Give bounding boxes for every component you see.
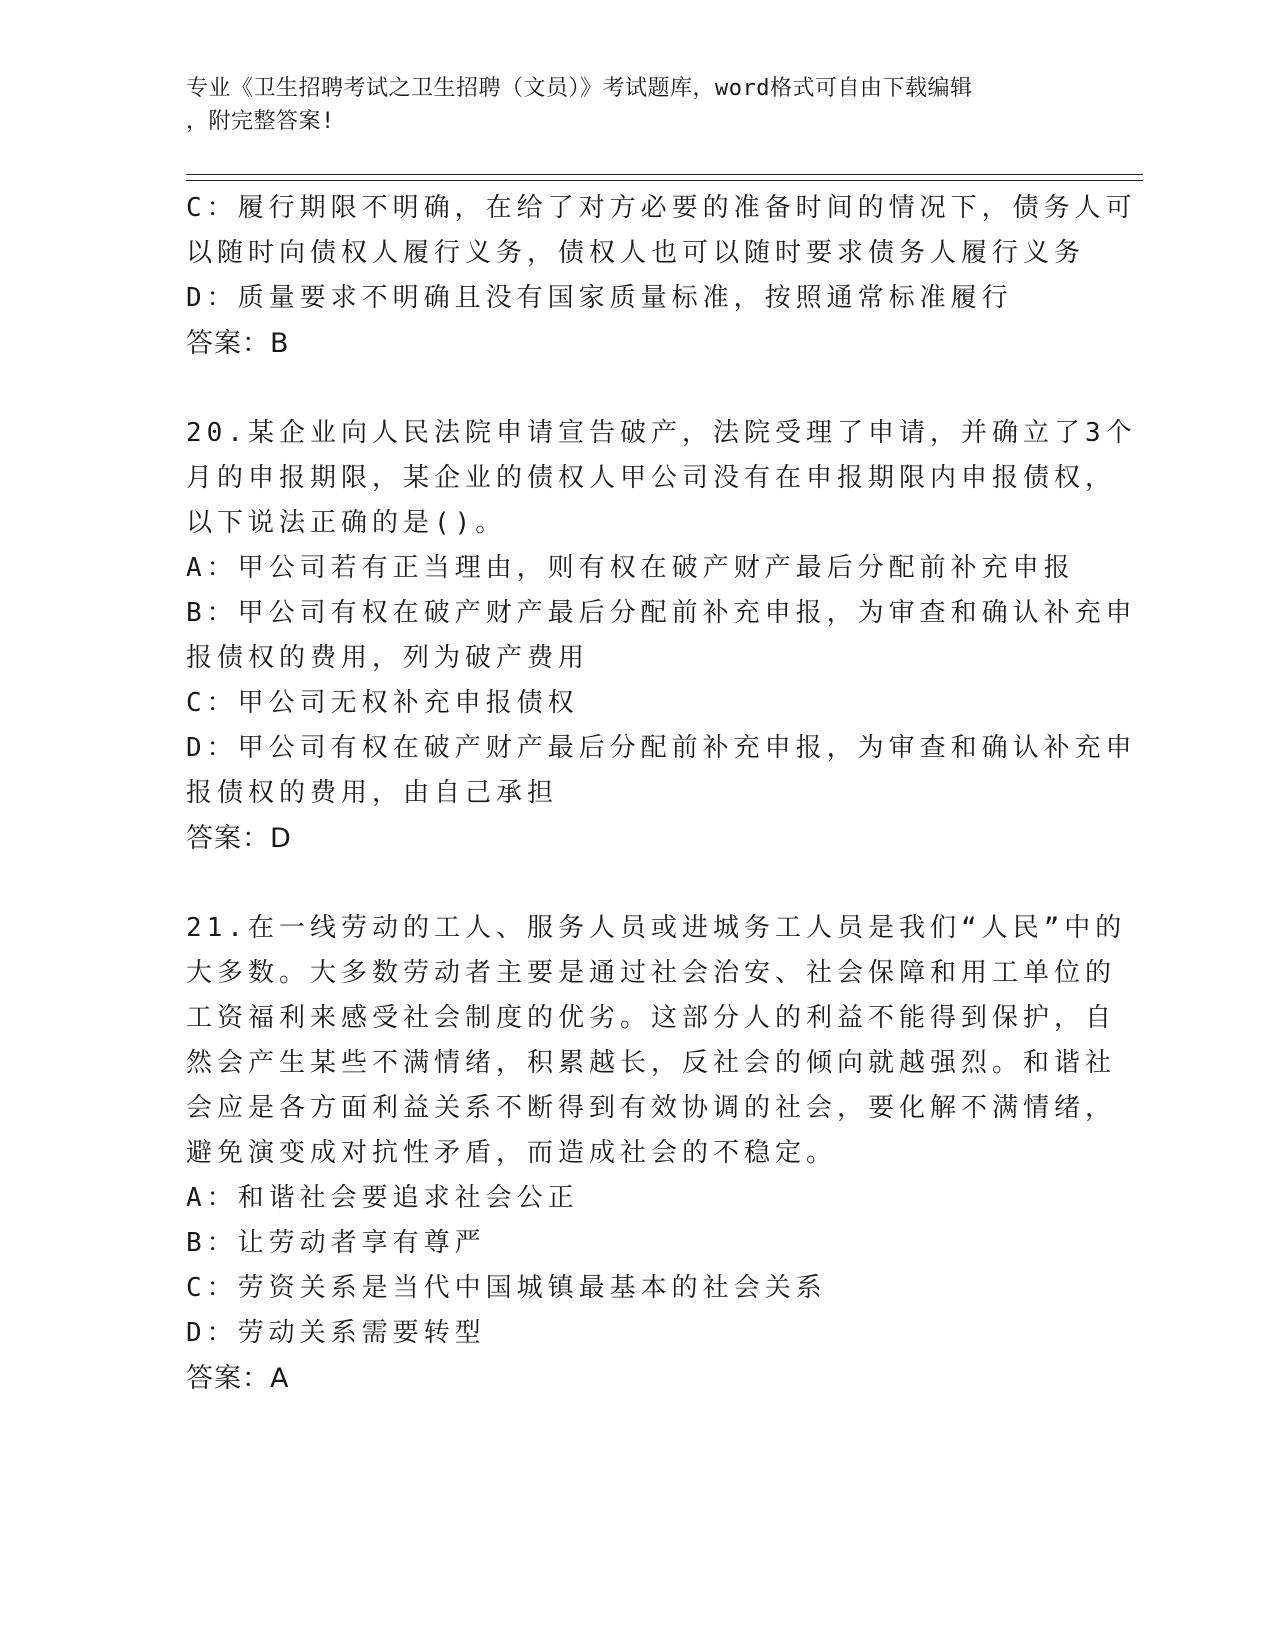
page-header [186,72,1066,138]
q19-option-c-line-1: C：履行期限不明确，在给了对方必要的准备时间的情况下，债务人可 [186,193,1137,223]
q21-stem-line-1: 21.在一线劳动的工人、服务人员或进城务工人员是我们“人民”中的 [186,913,1127,943]
q21-option-b: B：让劳动者享有尊严 [186,1228,486,1258]
q19-option-d: D：质量要求不明确且没有国家质量标准，按照通常标准履行 [186,283,1013,313]
q21-stem-line-5: 会应是各方面利益关系不断得到有效协调的社会，要化解不满情绪， [186,1093,1117,1123]
q20-option-b-line-2: 报债权的费用，列为破产费用 [186,643,590,673]
q21-stem-line-2: 大多数。大多数劳动者主要是通过社会治安、社会保障和用工单位的 [186,958,1117,988]
q20-option-c: C：甲公司无权补充申报债权 [186,688,579,718]
q21-option-a: A：和谐社会要追求社会公正 [186,1183,579,1213]
q21-stem-line-4: 然会产生某些不满情绪，积累越长，反社会的倾向就越强烈。和谐社 [186,1048,1117,1078]
q20-option-a: A：甲公司若有正当理由，则有权在破产财产最后分配前补充申报 [186,553,1075,583]
q21-option-c: C：劳资关系是当代中国城镇最基本的社会关系 [186,1273,827,1303]
spacer [186,861,1086,906]
q19-option-c-line-2: 以随时向债权人履行义务，债权人也可以随时要求债务人履行义务 [186,238,1086,268]
q20-stem-line-1: 20.某企业向人民法院申请宣告破产，法院受理了申请，并确立了3个 [186,418,1137,448]
header-rule-bottom [186,180,1143,181]
q20-stem-line-2: 月的申报期限，某企业的债权人甲公司没有在申报期限内申报债权， [186,463,1117,493]
question-21 [186,906,1127,1401]
q20-option-b-line-1: B：甲公司有权在破产财产最后分配前补充申报，为审查和确认补充申 [186,598,1137,628]
spacer [186,366,1086,411]
q21-option-d: D：劳动关系需要转型 [186,1318,486,1348]
question-20 [186,411,1137,861]
header-line-1: 专业《卫生招聘考试之卫生招聘（文员）》考试题库，word格式可自由下载编辑 [186,76,973,101]
q19-answer: 答案：B [186,328,290,359]
header-rule-top [186,174,1143,175]
q21-stem-line-6: 避免演变成对抗性矛盾，而造成社会的不稳定。 [186,1138,838,1168]
q20-answer: 答案：D [186,823,292,854]
header-line-2: ，附完整答案! [186,109,335,134]
q20-option-d-line-2: 报债权的费用，由自己承担 [186,778,559,808]
q20-option-d-line-1: D：甲公司有权在破产财产最后分配前补充申报，为审查和确认补充申 [186,733,1137,763]
document-body [186,186,1137,1401]
q20-stem-line-3: 以下说法正确的是()。 [186,508,507,538]
q21-answer: 答案：A [186,1363,290,1394]
q21-stem-line-3: 工资福利来感受社会制度的优劣。这部分人的利益不能得到保护，自 [186,1003,1117,1033]
question-19-tail [186,186,1137,366]
